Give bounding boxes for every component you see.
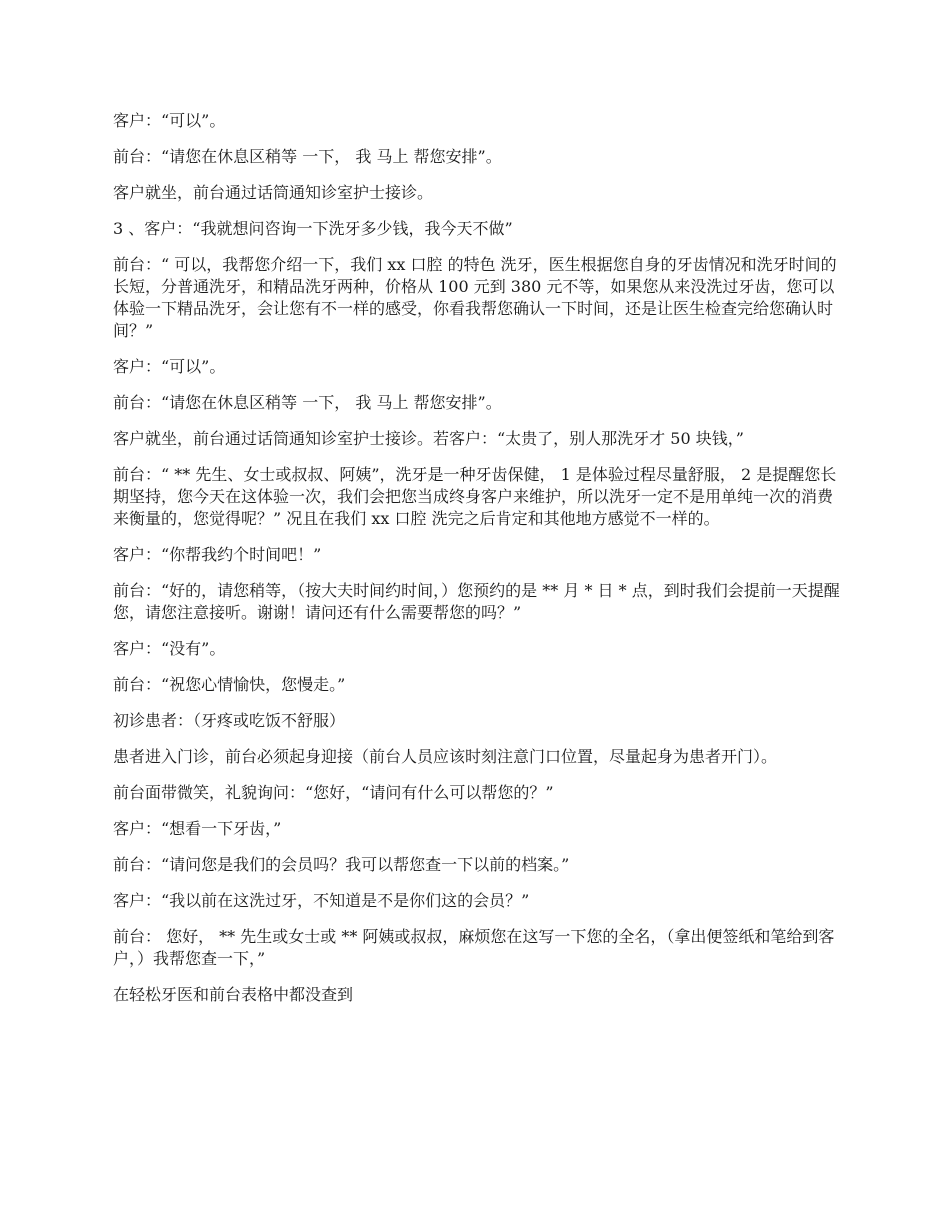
paragraph: 前台： 您好， ** 先生或女士或 ** 阿姨或叔叔，麻烦您在这写一下您的全名，（拿出便签纸和笔给到客户，）我帮您查一下，” <box>113 927 835 968</box>
paragraph: 前台：“祝您心情愉快，您慢走。” <box>113 675 346 694</box>
paragraph: 初诊患者：（牙疼或吃饭不舒服） <box>113 711 346 730</box>
paragraph: 客户：“我以前在这洗过牙，不知道是不是你们这的会员？” <box>113 891 530 910</box>
document-body <box>113 110 843 1020</box>
paragraph: 客户就坐，前台通过话筒通知诊室护士接诊。若客户：“太贵了，别人那洗牙才 50 块钱，” <box>113 429 744 448</box>
paragraph: 客户：“你帮我约个时间吧！” <box>113 545 322 564</box>
paragraph: 前台：“ ** 先生、女士或叔叔、阿姨”，洗牙是一种牙齿保健， 1 是体验过程尽量舒服， 2 是提醒您长期坚持，您今天在这体验一次，我们会把您当成终身客户来维护，所以洗牙一定不是用单纯一次的消费来衡量的，您觉得呢？” 况且在我们 xx 口腔 洗完之后肯定和其他地方感觉不一样的。 <box>113 465 837 528</box>
paragraph: 客户：“没有”。 <box>113 639 226 658</box>
paragraph: 3 、客户：“我就想问咨询一下洗牙多少钱，我今天不做” <box>113 219 513 238</box>
paragraph: 客户：“可以”。 <box>113 357 226 376</box>
paragraph: 前台：“请问您是我们的会员吗？我可以帮您查一下以前的档案。” <box>113 855 570 874</box>
paragraph: 前台：“ 可以，我帮您介绍一下，我们 xx 口腔 的特色 洗牙，医生根据您自身的牙齿情况和洗牙时间的长短，分普通洗牙，和精品洗牙两种，价格从 100 元到 380 元不等，如果您从来没洗过牙齿，您可以体验一下精品洗牙，会让您有不一样的感受，你看我帮您确认一下时间，还是让医生检查完给您确认时间？” <box>113 255 837 340</box>
paragraph: 前台：“好的，请您稍等，（按大夫时间约时间，）您预约的是 ** 月 * 日 * 点，到时我们会提前一天提醒您，请您注意接听。谢谢！请问还有什么需要帮您的吗？” <box>113 581 840 622</box>
paragraph: 患者进入门诊，前台必须起身迎接（前台人员应该时刻注意门口位置，尽量起身为患者开门）。 <box>113 747 778 766</box>
paragraph: 前台：“请您在休息区稍等 一下， 我 马上 帮您安排”。 <box>113 147 502 166</box>
paragraph: 前台面带微笑，礼貌询问：“您好，“请问有什么可以帮您的？” <box>113 783 554 802</box>
paragraph: 客户：“可以”。 <box>113 111 226 130</box>
paragraph: 前台：“请您在休息区稍等 一下， 我 马上 帮您安排”。 <box>113 393 502 412</box>
paragraph: 在轻松牙医和前台表格中都没查到 <box>113 985 354 1004</box>
paragraph: 客户就坐，前台通过话筒通知诊室护士接诊。 <box>113 183 434 202</box>
paragraph: 客户：“想看一下牙齿，” <box>113 819 282 838</box>
